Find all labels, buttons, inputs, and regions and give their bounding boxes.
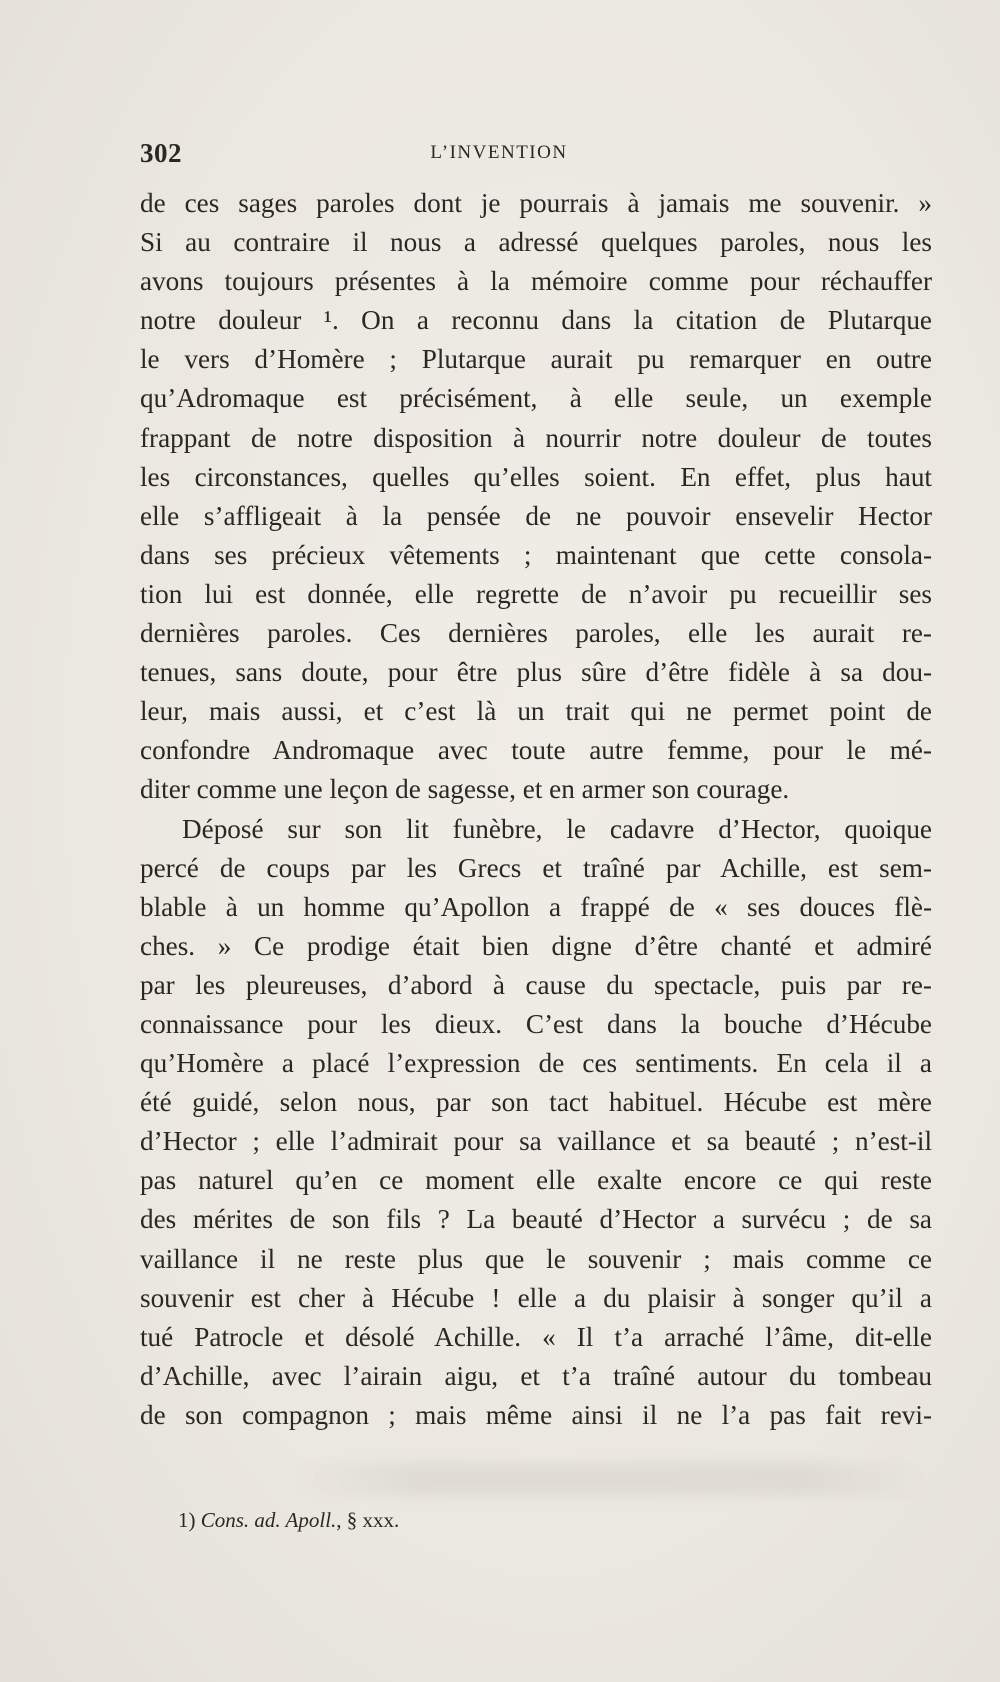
text-line: blable à un homme qu’Apollon a frappé de « ses douces flè- <box>140 891 932 922</box>
text-line: Si au contraire il nous a adressé quelques paroles, nous les <box>140 227 932 258</box>
text-line: vaillance il ne reste plus que le souvenir ; mais comme ce <box>140 1243 932 1274</box>
body-text <box>140 184 932 1435</box>
text-line: frappant de notre disposition à nourrir notre douleur de toutes <box>140 422 932 453</box>
text-line: de ces sages paroles dont je pourrais à jamais me souvenir. » <box>140 188 932 218</box>
text-line: notre douleur ¹. On a reconnu dans la citation de Plutarque <box>140 305 932 336</box>
text-line: elle s’affligeait à la pensée de ne pouvoir ensevelir Hector <box>140 500 932 531</box>
footnote-marker: 1) <box>178 1508 196 1532</box>
text-line: par les pleureuses, d’abord à cause du spectacle, puis par re- <box>140 969 932 1000</box>
show-through-shadow <box>290 1462 930 1496</box>
text-line: confondre Andromaque avec toute autre femme, pour le mé- <box>140 735 932 766</box>
page-number: 302 <box>140 138 182 168</box>
text-line: le vers d’Homère ; Plutarque aurait pu remarquer en outre <box>140 344 932 375</box>
text-line: dans ses précieux vêtements ; maintenant que cette consola- <box>140 539 932 570</box>
text-line: percé de coups par les Grecs et traîné par Achille, est sem- <box>140 852 932 883</box>
text-line: des mérites de son fils ? La beauté d’Hector a survécu ; de sa <box>140 1204 932 1235</box>
text-line: d’Achille, avec l’airain aigu, et t’a traîné autour du tombeau <box>140 1360 932 1391</box>
text-line: qu’Homère a placé l’expression de ces sentiments. En cela il a <box>140 1048 932 1079</box>
footnote <box>178 1508 399 1533</box>
text-line: d’Hector ; elle l’admirait pour sa vaillance et sa beauté ; n’est-il <box>140 1126 932 1157</box>
text-line: tué Patrocle et désolé Achille. « Il t’a arraché l’âme, dit-elle <box>140 1321 932 1352</box>
text-line: leur, mais aussi, et c’est là un trait qui ne permet point de <box>140 696 932 727</box>
footnote-reference: , § xxx. <box>336 1508 400 1532</box>
text-line-paragraph-start: Déposé sur son lit funèbre, le cadavre d’Hector, quoique <box>182 813 932 844</box>
text-line: connaissance pour les dieux. C’est dans la bouche d’Hécube <box>140 1008 932 1039</box>
text-line: été guidé, selon nous, par son tact habituel. Hécube est mère <box>140 1087 932 1118</box>
text-line: les circonstances, quelles qu’elles soient. En effet, plus haut <box>140 461 932 492</box>
footnote-work-title: Cons. ad. Apoll. <box>200 1508 337 1532</box>
text-line: avons toujours présentes à la mémoire comme pour réchauffer <box>140 266 932 297</box>
text-line: ches. » Ce prodige était bien digne d’être chanté et admiré <box>140 930 932 961</box>
running-title: L’INVENTION <box>430 142 568 163</box>
text-line: dernières paroles. Ces dernières paroles, elle les aurait re- <box>140 618 932 649</box>
page-header <box>140 138 858 178</box>
text-line: souvenir est cher à Hécube ! elle a du plaisir à songer qu’il a <box>140 1282 932 1313</box>
text-line: tenues, sans doute, pour être plus sûre d’être fidèle à sa dou- <box>140 657 932 688</box>
text-line: qu’Adromaque est précisément, à elle seule, un exemple <box>140 383 932 414</box>
text-line: tion lui est donnée, elle regrette de n’avoir pu recueillir ses <box>140 578 932 609</box>
text-line: de son compagnon ; mais même ainsi il ne l’a pas fait revi- <box>140 1399 932 1430</box>
text-line: pas naturel qu’en ce moment elle exalte encore ce qui reste <box>140 1165 932 1196</box>
text-line-paragraph-end: diter comme une leçon de sagesse, et en armer son courage. <box>140 774 790 805</box>
